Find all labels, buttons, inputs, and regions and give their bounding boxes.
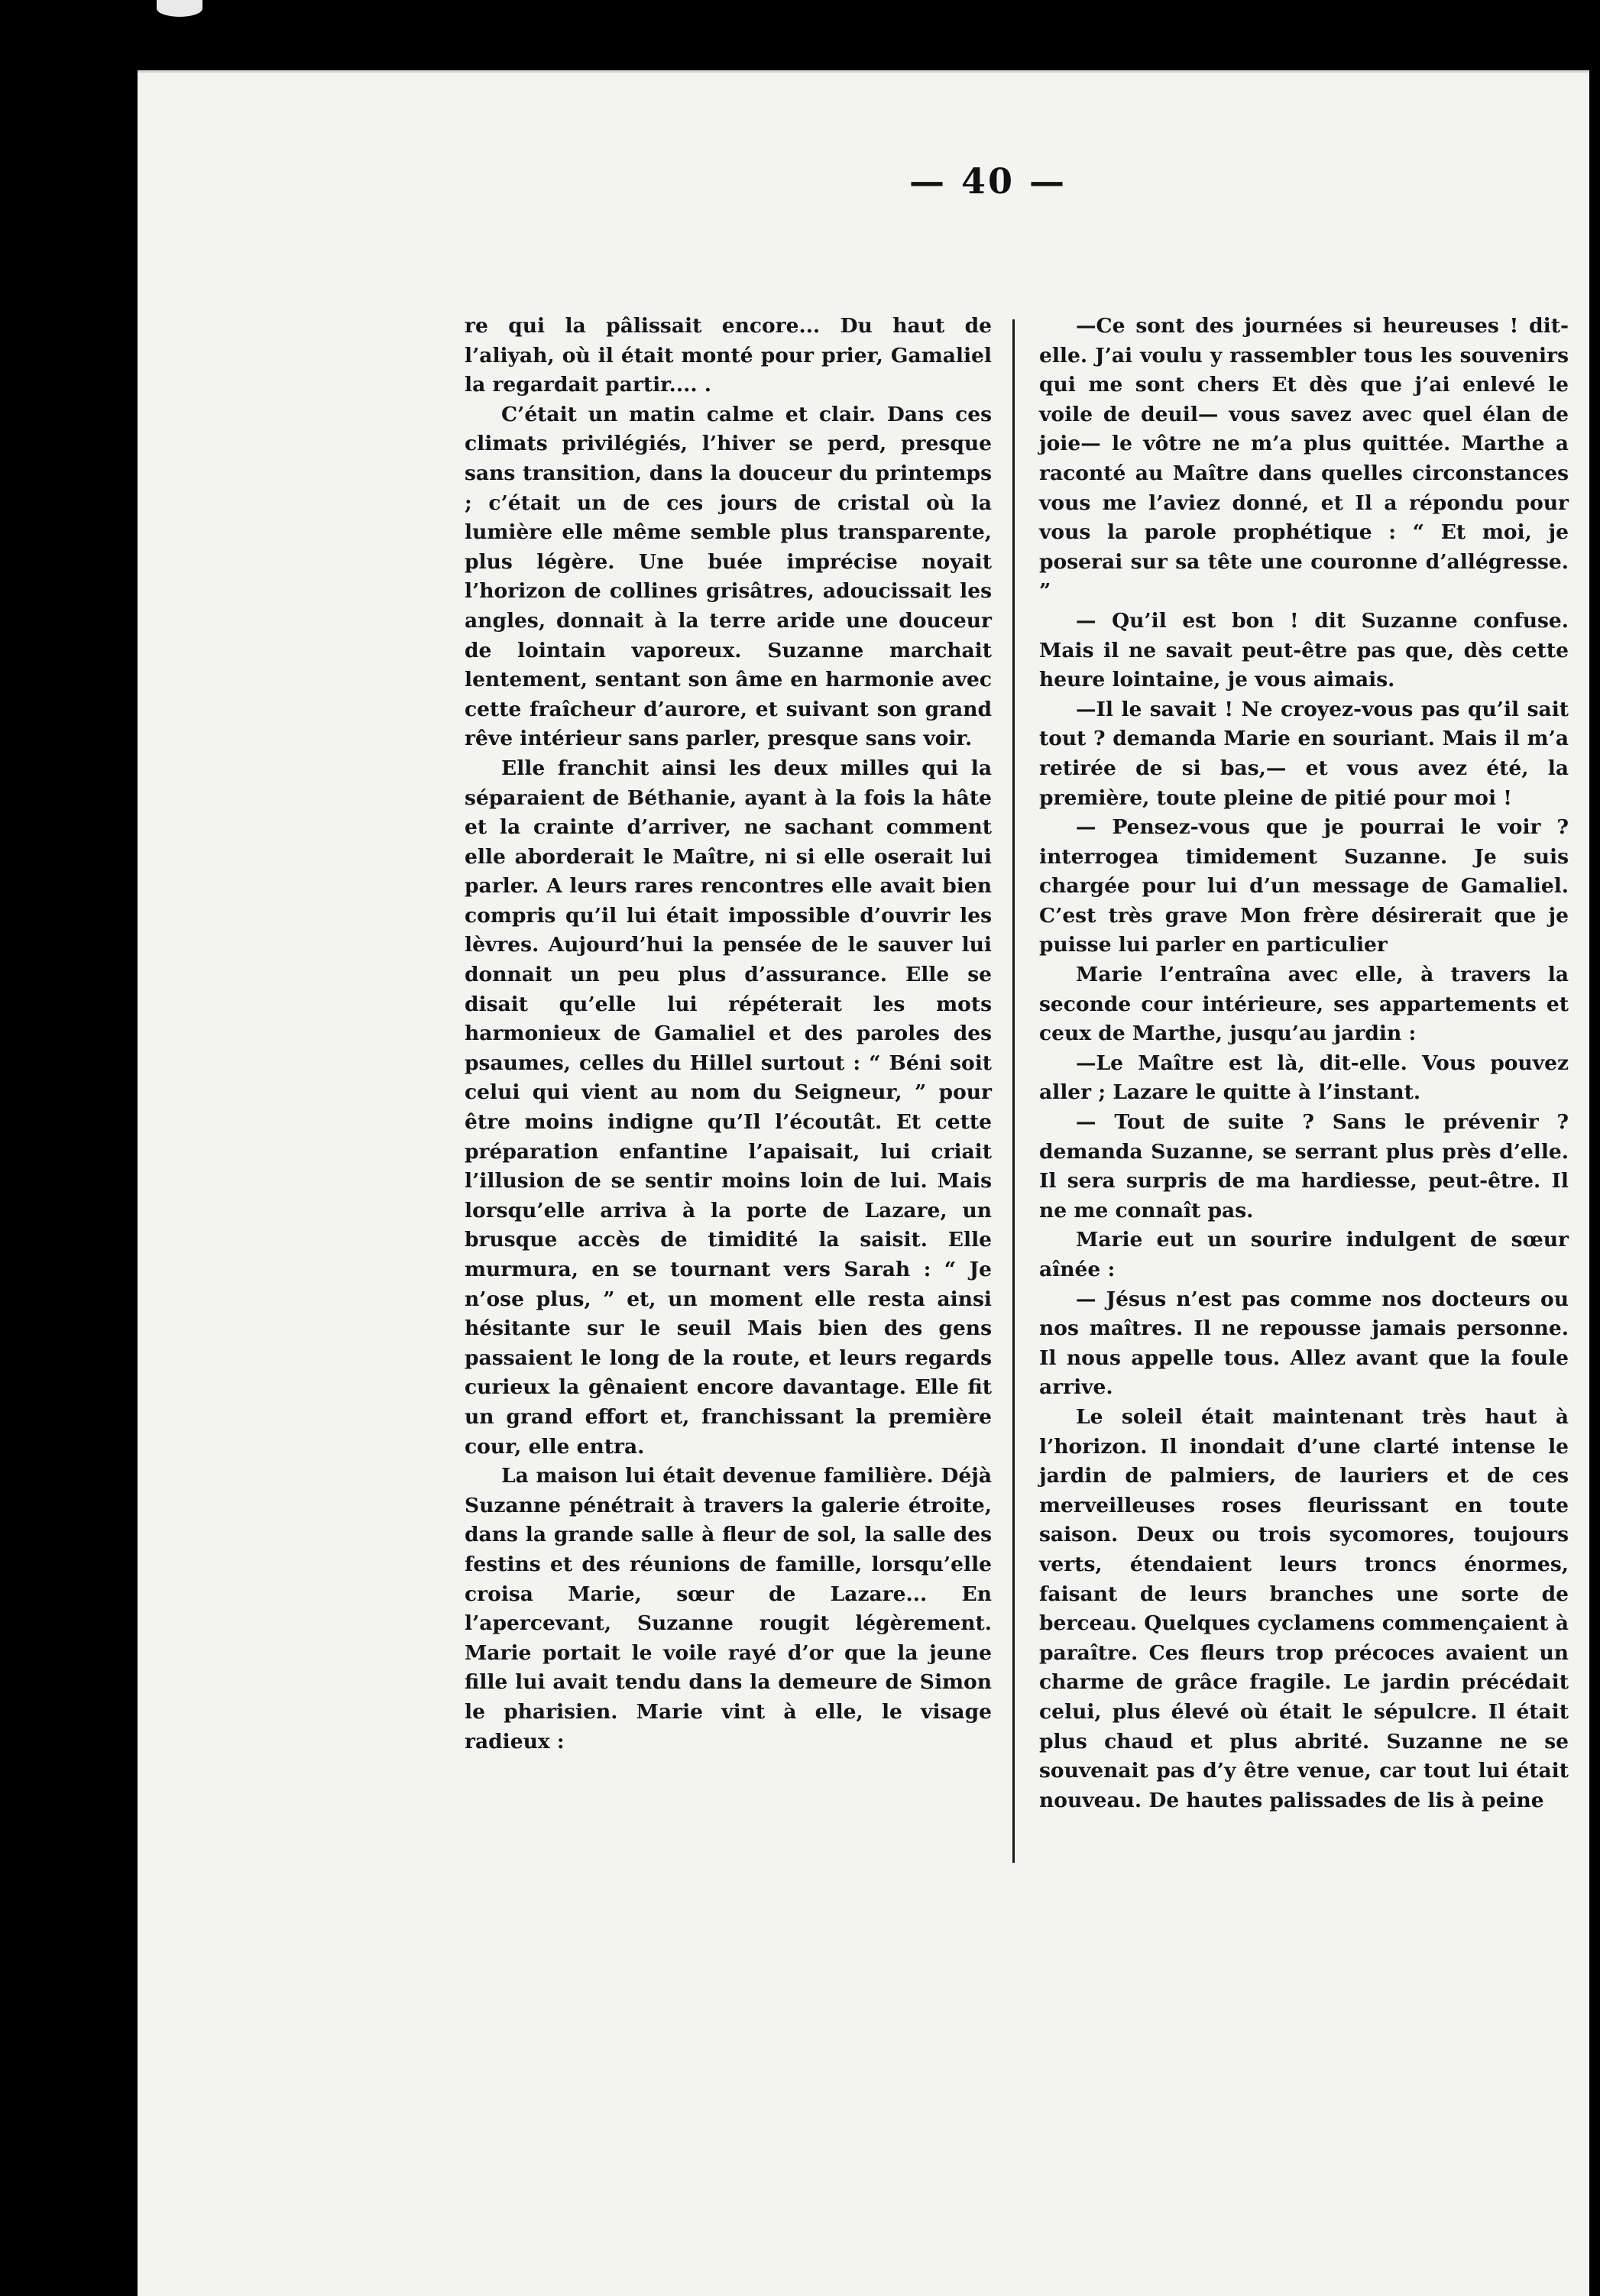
paragraph: Marie l’entraîna avec elle, à travers la seconde cour intérieure, ses appartements et ceux de Marthe, jusqu’au jardin :	[1039, 963, 1569, 1046]
left-text-column	[465, 312, 992, 1757]
paragraph: — Qu’il est bon ! dit Suzanne confuse. Mais il ne savait peut-être pas que, dès cette heure lointaine, je vous aimais.	[1039, 608, 1569, 692]
paragraph: —Le Maître est là, dit-elle. Vous pouvez aller ; Lazare le quitte à l’instant.	[1039, 1051, 1569, 1105]
column-divider	[1012, 319, 1015, 1863]
paragraph: — Tout de suite ? Sans le prévenir ? demanda Suzanne, se serrant plus près d’elle. Il sera surpris de ma hardiesse, peut-être. Il ne me connaît pas.	[1039, 1110, 1569, 1222]
paragraph: — Jésus n’est pas comme nos docteurs ou nos maîtres. Il ne repousse jamais personne. Il nous appelle tous. Allez avant que la foule arrive.	[1039, 1287, 1569, 1400]
paragraph: —Ce sont des journées si heureuses ! dit-elle. J’ai voulu y rassembler tous les souvenirs qui me sont chers Et dès que j’ai enlevé le voile de deuil— vous savez avec quel élan de joie— le vôtre ne m’a plus quittée. Marthe a raconté au Maître dans quelles circonstances vous me l’aviez donné, et Il a répondu pour vous la parole prophétique : “ Et moi, je poserai sur sa tête une couronne d’allégresse. ”	[1039, 314, 1569, 604]
paragraph: re qui la pâlissait encore... Du haut de l’aliyah, où il était monté pour prier, Gamaliel la regardait partir.... .	[465, 314, 992, 397]
paragraph: Marie eut un sourire indulgent de sœur aînée :	[1039, 1228, 1569, 1281]
right-text-column	[1039, 312, 1569, 1815]
paragraph: C’était un matin calme et clair. Dans ces climats privilégiés, l’hiver se perd, presque sans transition, dans la douceur du printemps ; c’était un de ces jours de cristal où la lumière elle même semble plus transparente, plus légère. Une buée imprécise noyait l’horizon de collines grisâtres, adoucissait les angles, donnait à la terre aride une douceur de lointain vaporeux. Suzanne marchait lentement, sentant son âme en harmonie avec cette fraîcheur d’aurore, et suivant son grand rêve intérieur sans parler, presque sans voir.	[465, 402, 992, 751]
paragraph: Le soleil était maintenant très haut à l’horizon. Il inondait d’une clarté intense le jardin de palmiers, de lauriers et de ces merveilleuses roses fleurissant en toute saison. Deux ou trois sycomores, toujours verts, étendaient leurs troncs énormes, faisant de leurs branches une sorte de berceau. Quelques cyclamens commençaient à paraître. Ces fleurs trop précoces avaient un charme de grâce fragile. Le jardin précédait celui, plus élevé où était le sépulcre. Il était plus chaud et plus abrité. Suzanne ne se souvenait pas d’y être venue, car tout lui était nouveau. De hautes palissades de lis à peine	[1039, 1404, 1569, 1812]
paragraph: — Pensez-vous que je pourrai le voir ? interrogea timidement Suzanne. Je suis chargée pour lui d’un message de Gamaliel. C’est très grave Mon frère désirerait que je puisse lui parler en particulier	[1039, 815, 1569, 957]
paragraph: La maison lui était devenue familière. Déjà Suzanne pénétrait à travers la galerie étroite, dans la grande salle à fleur de sol, la salle des festins et des réunions de famille, lorsqu’elle croisa Marie, sœur de Lazare... En l’apercevant, Suzanne rougit légèrement. Marie portait le voile rayé d’or que la jeune fille lui avait tendu dans la demeure de Simon le pharisien. Marie vint à elle, le visage radieux :	[465, 1464, 992, 1754]
paragraph: Elle franchit ainsi les deux milles qui la séparaient de Béthanie, ayant à la fois la hâte et la crainte d’arriver, ne sachant comment elle aborderait le Maître, ni si elle oserait lui parler. A leurs rares rencontres elle avait bien compris qu’il lui était impossible d’ouvrir les lèvres. Aujourd’hui la pensée de le sauver lui donnait un peu plus d’assurance. Elle se disait qu’elle lui répéterait les mots harmonieux de Gamaliel et des paroles des psaumes, celles du Hillel surtout : “ Béni soit celui qui vient au nom du Seigneur, ” pour être moins indigne qu’Il l’écoutât. Et cette préparation enfantine l’apaisait, lui criait l’illusion de se sentir moins loin de lui. Mais lorsqu’elle arriva à la porte de Lazare, un brusque accès de timidité la saisit. Elle murmura, en se tournant vers Sarah : “ Je n’ose plus, ” et, un moment elle resta ainsi hésitante sur le seuil Mais bien des gens passaient le long de la route, et leurs regards curieux la gênaient encore davantage. Elle fit un grand effort et, franchissant la première cour, elle entra.	[465, 756, 992, 1459]
scan-spot	[157, 0, 202, 17]
paragraph: —Il le savait ! Ne croyez-vous pas qu’il sait tout ? demanda Marie en souriant. Mais il m’a retirée de si bas,— et vous avez été, la première, toute pleine de pitié pour moi !	[1039, 697, 1569, 810]
page-number: — 40 —	[909, 160, 1067, 202]
